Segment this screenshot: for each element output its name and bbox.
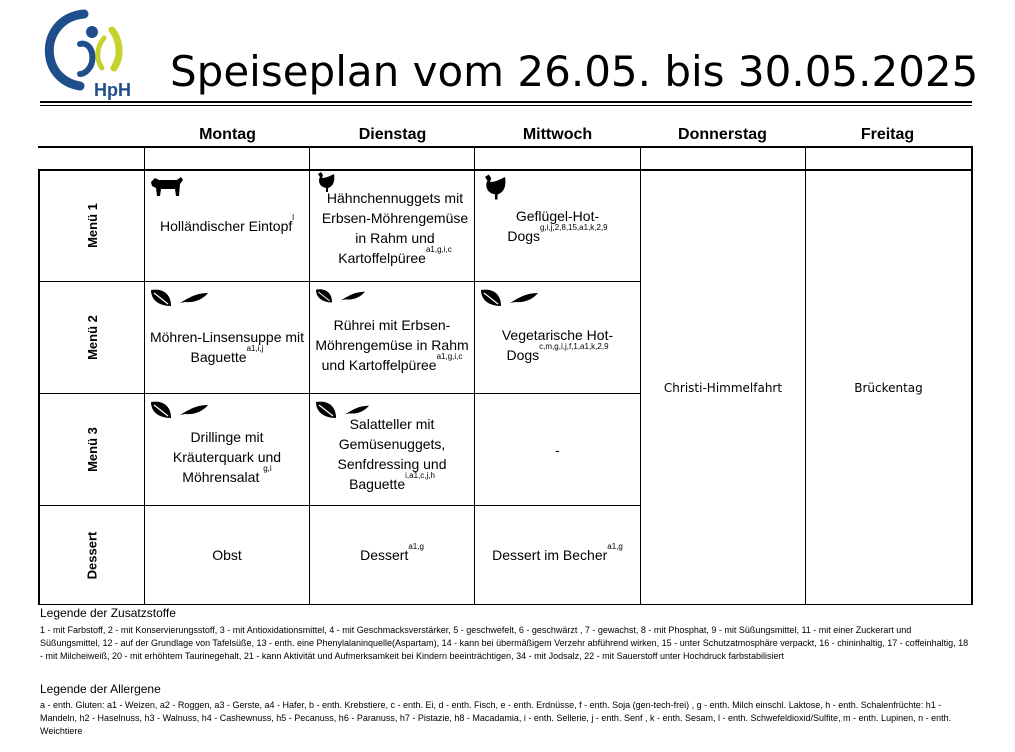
row-label-menu2: Menü 2 <box>84 315 100 360</box>
day-dienstag: Dienstag <box>358 126 427 143</box>
icon-group <box>314 400 370 420</box>
dish-text: Geflügel-Hot-Dogs$^{g,i,j,2,8,15,a1,k,2,9}$ <box>507 207 608 244</box>
freitag-holiday <box>806 171 971 604</box>
logo-text: HpH <box>94 80 131 100</box>
dish-text: Vegetarische Hot-Dogs$^{c,m,g,i,j,f,1,a1,k,2,9}$ <box>501 326 614 363</box>
additives-legend-title: Legende der Zusatzstoffe <box>40 606 176 620</box>
dish-text: Rührei mit Erbsen-Möhrengemüse in Rahm und Kartoffelpüree$^{a1,g,i,c}$ <box>315 316 469 373</box>
icon-group <box>479 172 511 202</box>
day-donnerstag: Donnerstag <box>678 126 767 143</box>
icon-group <box>149 174 185 200</box>
feather-icon <box>509 291 539 305</box>
day-header-row <box>38 125 972 145</box>
chicken-icon <box>479 172 511 202</box>
dish-text: Holländischer Eintopf$^l$ <box>159 212 295 234</box>
icon-group <box>149 400 209 420</box>
menu3-dienstag <box>310 394 474 505</box>
chicken-icon <box>314 170 338 194</box>
menu2-dienstag <box>310 282 474 393</box>
day-freitag: Freitag <box>860 126 915 143</box>
cow-icon <box>149 174 185 200</box>
feather-icon <box>344 404 370 416</box>
hph-logo <box>40 8 136 100</box>
menu3-mittwoch <box>475 394 640 505</box>
holiday-text: Brückentag <box>854 380 923 395</box>
row-label-menu1: Menü 1 <box>84 203 100 248</box>
icon-group <box>479 288 539 308</box>
grid-line <box>971 146 973 605</box>
menu1-dienstag <box>310 170 474 281</box>
leaf-icon <box>479 288 503 308</box>
feather-icon <box>179 291 209 305</box>
dish-text: Hähnchennuggets mit Erbsen-Möhrengemüse in Rahm und Kartoffelpüree$^{a1,g,i,c}$ <box>321 189 469 266</box>
title-rule-thin <box>40 105 972 106</box>
grid-line <box>38 604 972 605</box>
icon-group <box>314 288 366 304</box>
feather-icon <box>340 290 366 302</box>
allergens-legend-title: Legende der Allergene <box>40 682 161 696</box>
dish-text: Dessert$^{a1,g}$ <box>360 542 424 563</box>
title-rule <box>40 101 972 103</box>
menu2-montag <box>145 282 309 393</box>
day-mittwoch: Mittwoch <box>522 126 593 143</box>
menu3-montag <box>145 394 309 505</box>
allergens-legend-text: a - enth. Gluten: a1 - Weizen, a2 - Roggen, a3 - Gerste, a4 - Hafer, b - enth. Krebstiere, c - enth. Ei, d - enth. Fisch, e - enth. Erdnüsse, f - enth. Soja (gen-tech-frei) , g - enth. Milch einschl. Laktose, h - enth. Schalenfrüchte: h1 - Mandeln, h2 - Haselnuss, h3 - Walnuss, h4 - Cashewnuss, h5 - Pecanuss, h6 - Paranuss, h7 - Pistazie, h8 - Macadamia, i - enth. Sellerie, j - enth. Senf , k - enth. Sesam, l - enth. Schwefeldioxid/Sulfite, m - enth. Lupinen, n - enth. Weichtiere <box>40 700 952 736</box>
grid-line <box>38 146 972 148</box>
leaf-icon <box>149 288 173 308</box>
leaf-icon <box>314 288 334 304</box>
feather-icon <box>179 403 209 417</box>
icon-group <box>149 288 209 308</box>
dish-text: Möhren-Linsensuppe mit Baguette$^{a1,i,j}$ <box>149 328 305 365</box>
dish-text: Obst <box>212 547 242 563</box>
dessert-montag <box>145 506 309 604</box>
dessert-mittwoch <box>475 506 640 604</box>
donnerstag-holiday <box>641 171 805 604</box>
page-title: Speiseplan vom 26.05. bis 30.05.2025 <box>170 47 979 96</box>
dish-text: Dessert im Becher$^{a1,g}$ <box>492 542 623 563</box>
dessert-dienstag <box>310 506 474 604</box>
leaf-icon <box>314 400 338 420</box>
menu1-montag <box>145 170 309 281</box>
row-label-menu3: Menü 3 <box>84 427 100 472</box>
menu1-mittwoch <box>475 170 640 281</box>
dish-text: Drillinge mit Kräuterquark und Möhrensalat $^{g,i}$ <box>172 428 282 485</box>
day-montag: Montag <box>199 126 256 143</box>
additives-legend-text: 1 - mit Farbstoff, 2 - mit Konservierungsstoff, 3 - mit Antioxidationsmittel, 4 - mit Geschmacksverstärker, 5 - geschwefelt, 6 - geschwärzt , 7 - gewachst, 8 - mit Phosphat, 9 - mit Süßungsmittel, 11 - mit einer Zuckerart und Süßungsmittel, 12 - auf der Grundlage von Tafelsüße, 13 - enth. eine Phenylalaninquelle(Aspartam), 14 - kann bei übermäßigem Verzehr abführend wirken, 15 - unter Schutzatmosphäre verpackt, 16 - chininhaltig, 17 - coffeinhaltig, 18 - mit Milcheiweiß, 20 - mit erhöhtem Taurinegehalt, 21 - kann Aktivität und Aufmerksamkeit bei Kindern beeinträchtigen, 34 - mit Jodsalz, 22 - mit Sauerstoff unter Hochdruck farbstabilisiert <box>40 625 969 661</box>
leaf-icon <box>149 400 173 420</box>
holiday-text: Christi-Himmelfahrt <box>663 380 783 395</box>
icon-group <box>314 170 338 194</box>
row-label-dessert: Dessert <box>84 531 100 579</box>
menu2-mittwoch <box>475 282 640 393</box>
dish-text: - <box>555 441 560 458</box>
dish-text: Salatteller mit Gemüsenuggets, Senfdressing und Baguette$^{i,a1,c,j,h}$ <box>337 415 447 492</box>
